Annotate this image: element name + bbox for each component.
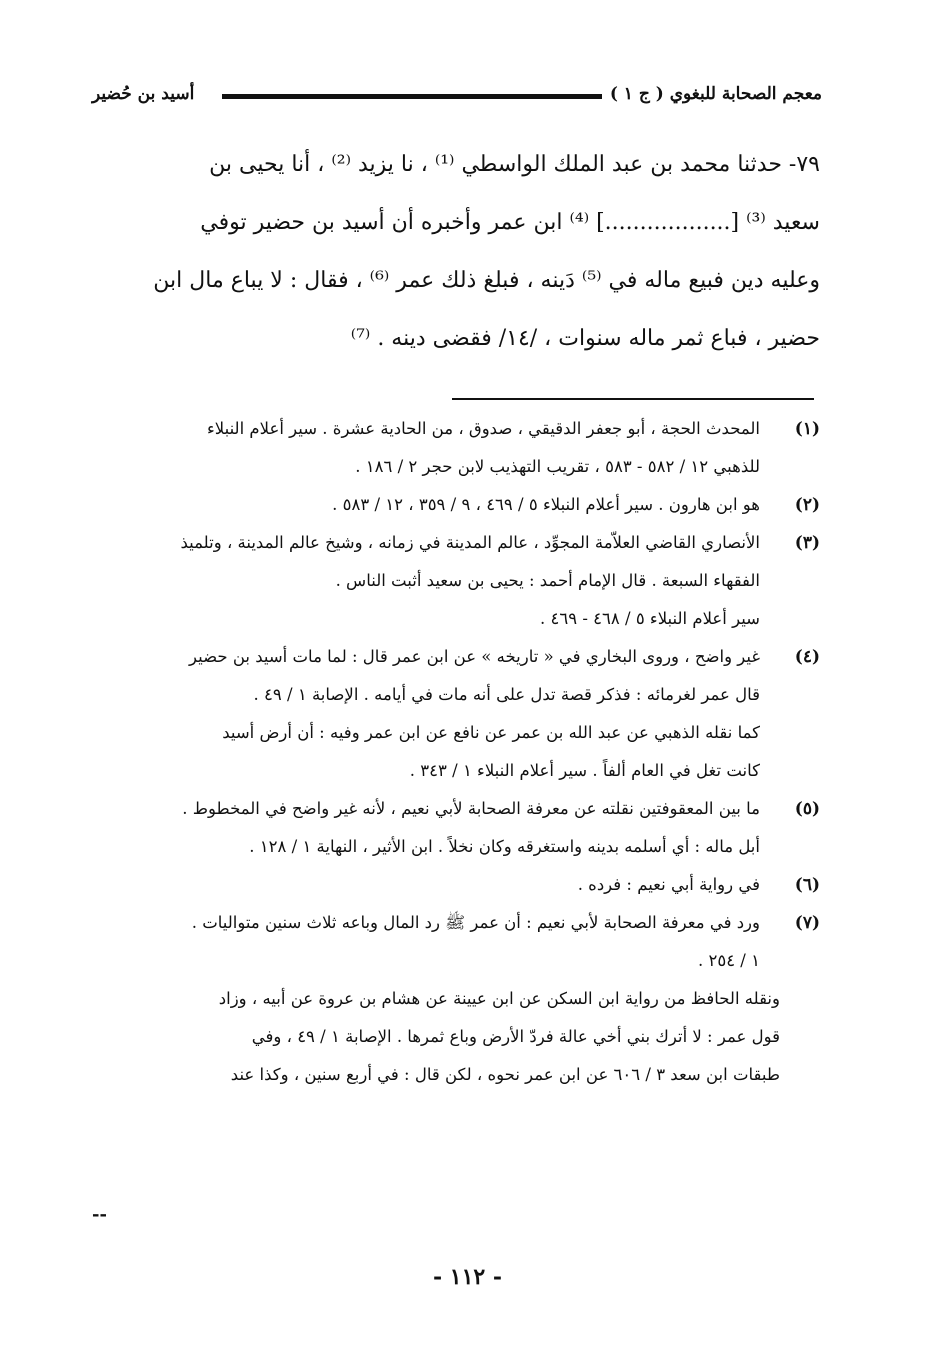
footnote-line: هو ابن هارون . سير أعلام النبلاء ٥ / ٤٦٩ ، ٩ / ٣٥٩ ، ١٢ / ٥٨٣ . xyxy=(332,495,760,514)
running-header xyxy=(92,84,822,114)
main-line: حضير ، فباع ثمر ماله سنوات ، /١٤/ فقضى دينه . ⁽⁷⁾ xyxy=(350,326,820,351)
footnote-line: ١ / ٢٥٤ . xyxy=(697,951,760,970)
footnote-line: طبقات ابن سعد ٣ / ٦٠٦ عن ابن عمر نحوه ، لكن قال : في أربع سنين ، وكذا عند xyxy=(230,1065,780,1084)
footnote-5 xyxy=(92,790,820,866)
footnote-number: (٧) xyxy=(794,913,820,933)
footnote-1 xyxy=(92,410,820,486)
hadith-text xyxy=(96,136,820,368)
footnote-line: كانت تغل في العام ألفاً . سير أعلام النبلاء ١ / ٣٤٣ . xyxy=(409,761,760,780)
page-number: - ١١٢ - xyxy=(432,1264,503,1290)
footnote-number: (٣) xyxy=(794,533,820,553)
footnote-line: ورد في معرفة الصحابة لأبي نعيم : أن عمر ﷺ رد المال وباعه ثلاث سنين متواليات . xyxy=(191,913,760,932)
footnote-line: أبل ماله : أي أسلمه بدينه واستغرقه وكان نخلاً . ابن الأثير ، النهاية ١ / ١٢٨ . xyxy=(249,837,760,856)
footnote-4 xyxy=(92,638,820,790)
footnotes xyxy=(92,410,820,1094)
footnote-7 xyxy=(92,904,820,980)
footnote-line: للذهبي ١٢ / ٥٨٢ - ٥٨٣ ، تقريب التهذيب لابن حجر ٢ / ١٨٦ . xyxy=(355,457,760,476)
footnote-3 xyxy=(92,524,820,638)
footnote-line: في رواية أبي نعيم : فرده . xyxy=(577,875,760,894)
footnote-number: (١) xyxy=(794,419,820,439)
main-line: سعيد ⁽³⁾ [..................] ⁽⁴⁾ ابن عمر وأخبره أن أسيد بن حضير توفي xyxy=(200,210,820,235)
footnote-line: ونقله الحافظ من رواية ابن السكن عن ابن عيينة عن هشام بن عروة عن أبيه ، وزاد xyxy=(218,989,780,1008)
entry-title: أسيد بن حُضير xyxy=(92,84,195,104)
footnote-number: (٤) xyxy=(794,647,820,667)
footnote-number: (٥) xyxy=(794,799,820,819)
footnote-separator xyxy=(452,398,814,400)
footnote-line: سير أعلام النبلاء ٥ / ٤٦٨ - ٤٦٩ . xyxy=(539,609,760,628)
footnote-line: غير واضح ، وروى البخاري في « تاريخه » عن ابن عمر قال : لما مات أسيد بن حضير xyxy=(188,647,760,666)
footnote-continuation xyxy=(92,980,820,1094)
main-line: وعليه دين فبيع ماله في ⁽⁵⁾ دَينه ، فبلغ ذلك عمر ⁽⁶⁾ ، فقال : لا يباع مال ابن xyxy=(153,268,820,293)
footnote-6 xyxy=(92,866,820,904)
footnote-line: قول عمر : لا أترك بني أخي عالة فردّ الأرض وباع ثمرها . الإصابة ١ / ٤٩ ، وفي xyxy=(251,1027,780,1046)
header-rule xyxy=(222,94,602,99)
footnote-line: المحدث الحجة ، أبو جعفر الدقيقي ، صدوق ، من الحادية عشرة . سير أعلام النبلاء xyxy=(207,419,760,438)
footnote-line: ما بين المعقوفتين نقلته عن معرفة الصحابة لأبي نعيم ، لأنه غير واضح في المخطوط . xyxy=(182,799,760,818)
footnote-2 xyxy=(92,486,820,524)
footnote-line: الفقهاء السبعة . قال الإمام أحمد : يحيى بن سعيد أثبت الناس . xyxy=(335,571,760,590)
footnote-line: الأنصاري القاضي العلاّمة المجوِّد ، عالم المدينة في زمانه ، وشيخ عالم المدينة ، وتلميذ xyxy=(180,533,760,552)
footnote-number: (٢) xyxy=(794,495,820,515)
footnote-line: قال عمر لغرمائه : فذكر قصة تدل على أنه مات في أيامه . الإصابة ١ / ٤٩ . xyxy=(253,685,760,704)
continuation-mark: -- xyxy=(92,1204,107,1225)
footnote-number: (٦) xyxy=(794,875,820,895)
book-title: معجم الصحابة للبغوي ( ج ١ ) xyxy=(609,84,822,104)
footnote-line: كما نقله الذهبي عن عبد الله بن عمر عن نافع عن ابن عمر وفيه : أن أرض أسيد xyxy=(222,723,760,742)
main-line: ٧٩- حدثنا محمد بن عبد الملك الواسطي ⁽¹⁾ ، نا يزيد ⁽²⁾ ، أنا يحيى بن xyxy=(209,152,820,177)
